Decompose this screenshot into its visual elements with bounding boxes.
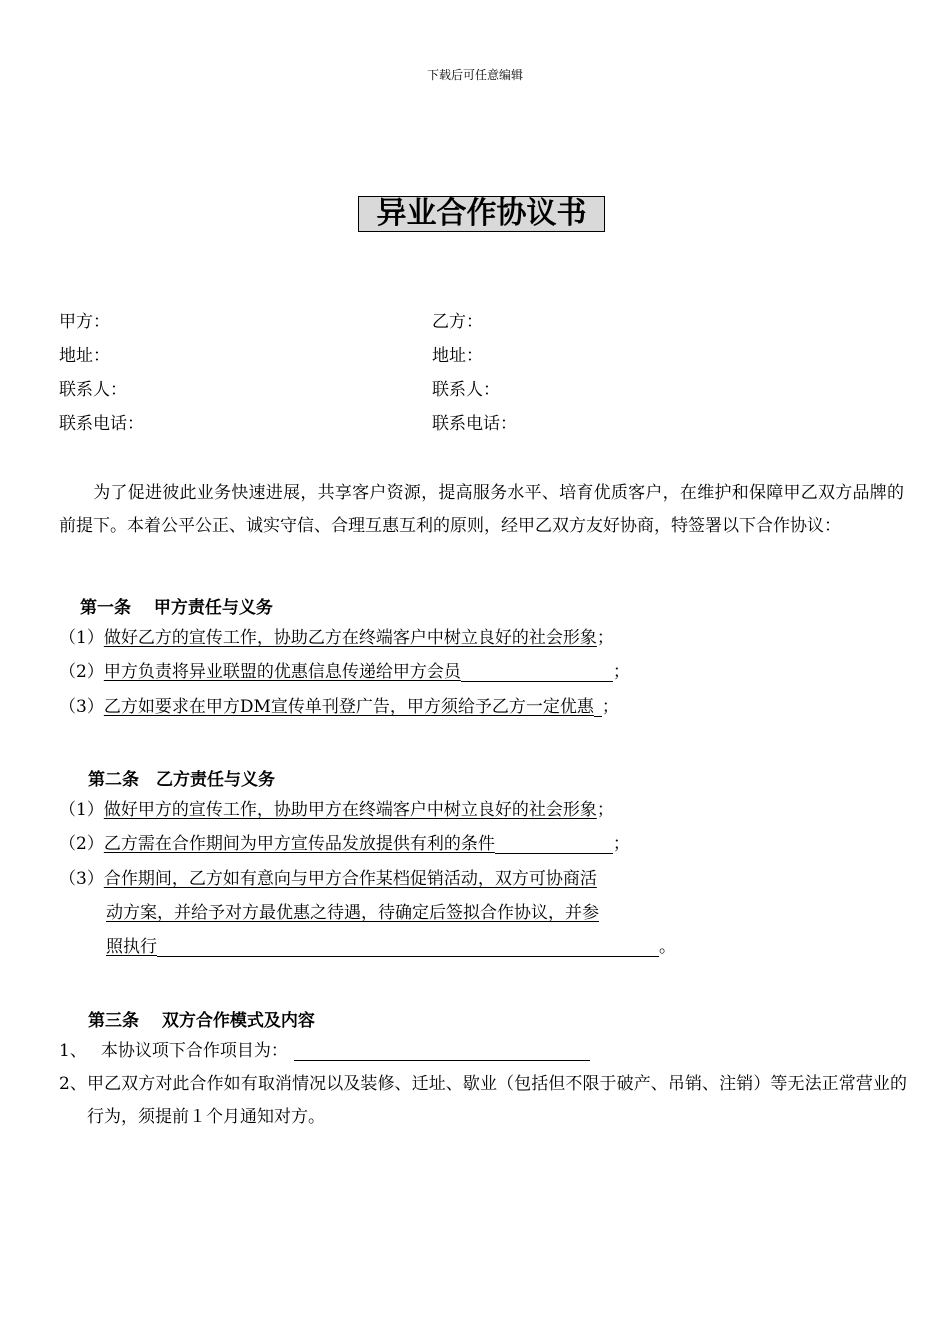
item-end: ；: [601, 697, 619, 717]
item-number: （1）: [59, 800, 104, 820]
article-3-item-2: [59, 1068, 907, 1134]
item-text: 做好乙方的宣传工作，协助乙方在终端客户中树立良好的社会形象: [103, 628, 597, 648]
blank-line: [294, 1042, 590, 1061]
item-number: 1、: [59, 1041, 87, 1061]
article-2-item-3-line-2: [106, 903, 599, 923]
document-title: 异业合作协议书: [358, 196, 605, 232]
intro-paragraph: [59, 477, 904, 543]
item-end: ；: [596, 800, 614, 820]
header-note: 下载后可任意编辑: [426, 68, 523, 82]
item-text: 本协议项下合作项目为：: [100, 1041, 288, 1061]
item-number: （2）: [59, 834, 104, 854]
article-1-item-2: [59, 662, 630, 682]
item-number: （3）: [59, 869, 104, 889]
item-text-line-2: 动方案，并给予对方最优惠之待遇，待确定后签拟合作协议，并参: [106, 903, 599, 923]
blank-line: [461, 663, 613, 682]
blank-line: [594, 698, 602, 717]
party-a-contact-label: 联系人：: [59, 380, 127, 400]
item-end: ；: [612, 834, 630, 854]
item-number: （1）: [59, 628, 104, 648]
item-text: 乙方如要求在甲方DM宣传单刊登广告，甲方须给予乙方一定优惠: [103, 697, 594, 717]
intro-text: 为了促进彼此业务快速进展，共享客户资源，提高服务水平、培育优质客户，在维护和保障甲乙双方品牌的前提下。本着公平公正、诚实守信、合理互惠互利的原则，经甲乙双方友好协商，特签署以下合作协议：: [59, 483, 904, 536]
article-1-heading: 第一条 甲方责任与义务: [80, 598, 273, 618]
item-text-line-1: 合作期间，乙方如有意向与甲方合作某档促销活动，双方可协商活: [103, 869, 597, 889]
article-2-item-1: [59, 800, 614, 820]
article-3-item-1: [59, 1041, 590, 1061]
item-text: 甲方负责将异业联盟的优惠信息传递给甲方会员: [103, 662, 461, 682]
article-3-heading: 第三条 双方合作模式及内容: [88, 1011, 315, 1031]
article-1-item-1: [59, 628, 614, 648]
item-text: 做好甲方的宣传工作，协助甲方在终端客户中树立良好的社会形象: [103, 800, 597, 820]
party-b-address-label: 地址：: [432, 346, 483, 366]
party-b-contact-label: 联系人：: [432, 380, 500, 400]
party-b-phone-label: 联系电话：: [432, 414, 517, 434]
article-1-item-3: [59, 697, 619, 717]
article-2-heading: 第二条 乙方责任与义务: [88, 770, 275, 790]
article-2-item-3: [59, 869, 597, 889]
party-a-address-label: 地址：: [59, 346, 110, 366]
party-a-name-label: 甲方：: [59, 312, 110, 332]
item-text: 乙方需在合作期间为甲方宣传品发放提供有利的条件: [103, 834, 495, 854]
item-number: 2、: [59, 1074, 87, 1094]
blank-line: [495, 835, 613, 854]
blank-line: [157, 938, 659, 957]
article-2-item-2: [59, 834, 630, 854]
article-2-item-3-line-3: [106, 937, 676, 957]
item-end: ；: [612, 662, 630, 682]
item-text: 甲乙双方对此合作如有取消情况以及装修、迁址、歇业（包括但不限于破产、吊销、注销）等无法正常营业的行为，须提前１个月通知对方。: [87, 1074, 907, 1127]
item-end: 。: [659, 937, 676, 957]
party-b-name-label: 乙方：: [432, 312, 483, 332]
item-end: ；: [596, 628, 614, 648]
party-a-phone-label: 联系电话：: [59, 414, 144, 434]
item-number: （2）: [59, 662, 104, 682]
item-number: （3）: [59, 697, 104, 717]
item-text-line-3: 照执行: [106, 937, 157, 957]
